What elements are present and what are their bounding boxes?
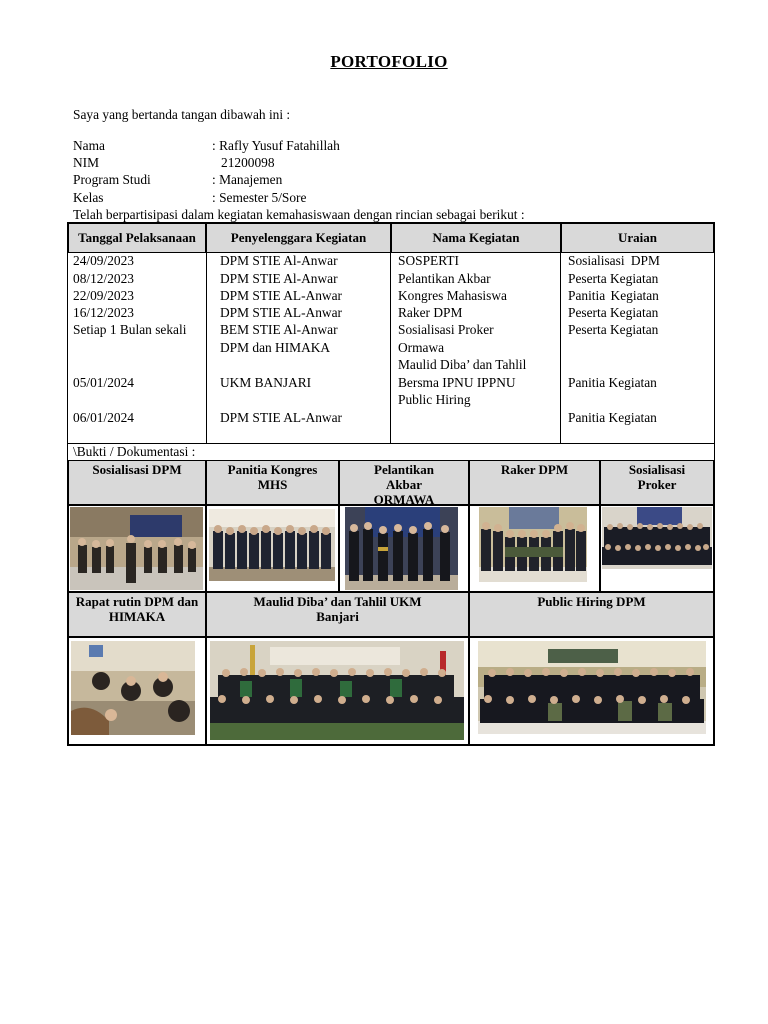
activity-cell: Public Hiring: [398, 392, 471, 407]
role-cell: Panitia Kegiatan: [568, 410, 657, 425]
date-cell: 24/09/2023: [73, 253, 135, 268]
identity-value-name: : Rafly Yusuf Fatahillah: [212, 138, 340, 153]
photo-caption: Panitia Kongres MHS: [206, 460, 339, 505]
date-cell: 06/01/2024: [73, 410, 135, 425]
date-cell: Setiap 1 Bulan sekali: [73, 322, 187, 337]
header-organizer: Penyelenggara Kegiatan: [206, 223, 391, 253]
organizer-cell: DPM STIE AL-Anwar: [220, 288, 342, 303]
date-cell: 08/12/2023: [73, 271, 135, 286]
photo-caption: Public Hiring DPM: [469, 592, 714, 637]
photo-caption: Pelantikan Akbar ORMAWA: [339, 460, 469, 505]
page-title: PORTOFOLIO: [330, 52, 448, 71]
photo-caption: Rapat rutin DPM dan HIMAKA: [68, 592, 206, 637]
organizer-cell: DPM dan HIMAKA: [220, 340, 331, 355]
identity-value-nim: 21200098: [221, 155, 275, 170]
organizer-cell: DPM STIE AL-Anwar: [220, 305, 342, 320]
photo-caption: Maulid Diba’ dan Tahlil UKM Banjari: [206, 592, 469, 637]
column-divider: [390, 253, 391, 443]
identity-label-class: Kelas: [73, 190, 104, 205]
identity-value-class: : Semester 5/Sore: [212, 190, 307, 205]
evidence-label: \Bukti / Dokumentasi :: [73, 444, 196, 459]
activity-cell: Kongres Mahasiswa: [398, 288, 507, 303]
photo-raker-dpm: [479, 507, 587, 582]
identity-label-program: Program Studi: [73, 172, 151, 187]
date-cell: 22/09/2023: [73, 288, 135, 303]
photo-public-hiring: [478, 641, 706, 734]
activity-cell: SOSPERTI: [398, 253, 459, 268]
role-cell: Peserta Kegiatan: [568, 322, 659, 337]
identity-value-program: : Manajemen: [212, 172, 283, 187]
column-divider: [206, 253, 207, 443]
role-cell: Peserta Kegiatan: [568, 305, 659, 320]
header-date: Tanggal Pelaksanaan: [68, 223, 206, 253]
photo-caption: Raker DPM: [469, 460, 600, 505]
activity-cell: Bersma IPNU IPPNU: [398, 375, 516, 390]
column-divider: [560, 253, 561, 443]
role-cell: Panitia Kegiatan: [568, 288, 659, 303]
photo-caption: Sosialisasi DPM: [68, 460, 206, 505]
statement-text: Telah berpartisipasi dalam kegiatan kemahasiswaan dengan rincian sebagai berikut :: [73, 207, 525, 222]
identity-label-nim: NIM: [73, 155, 100, 170]
photo-sosialisasi-dpm: [70, 507, 203, 590]
photo-caption: Sosialisasi Proker: [600, 460, 714, 505]
organizer-cell: BEM STIE Al-Anwar: [220, 322, 338, 337]
photo-maulid-diba: [210, 641, 464, 740]
organizer-cell: DPM STIE Al-Anwar: [220, 253, 338, 268]
activity-cell: Maulid Diba’ dan Tahlil: [398, 357, 527, 372]
activity-cell: Pelantikan Akbar: [398, 271, 491, 286]
identity-label-name: Nama: [73, 138, 105, 153]
activity-cell: Ormawa: [398, 340, 445, 355]
organizer-cell: DPM STIE AL-Anwar: [220, 410, 342, 425]
role-cell: Sosialisasi DPM: [568, 253, 660, 268]
header-role: Uraian: [561, 223, 714, 253]
header-activity: Nama Kegiatan: [391, 223, 561, 253]
photo-rapat-rutin: [71, 641, 195, 735]
role-cell: Peserta Kegiatan: [568, 271, 659, 286]
photo-sosialisasi-proker: [602, 507, 712, 569]
organizer-cell: UKM BANJARI: [220, 375, 312, 390]
activity-cell: Sosialisasi Proker: [398, 322, 494, 337]
activity-cell: Raker DPM: [398, 305, 463, 320]
date-cell: 05/01/2024: [73, 375, 135, 390]
photo-panitia-kongres: [209, 509, 335, 581]
role-cell: Panitia Kegiatan: [568, 375, 657, 390]
organizer-cell: DPM STIE Al-Anwar: [220, 271, 338, 286]
intro-text: Saya yang bertanda tangan dibawah ini :: [73, 107, 291, 122]
photo-pelantikan-akbar: [345, 507, 458, 590]
date-cell: 16/12/2023: [73, 305, 135, 320]
